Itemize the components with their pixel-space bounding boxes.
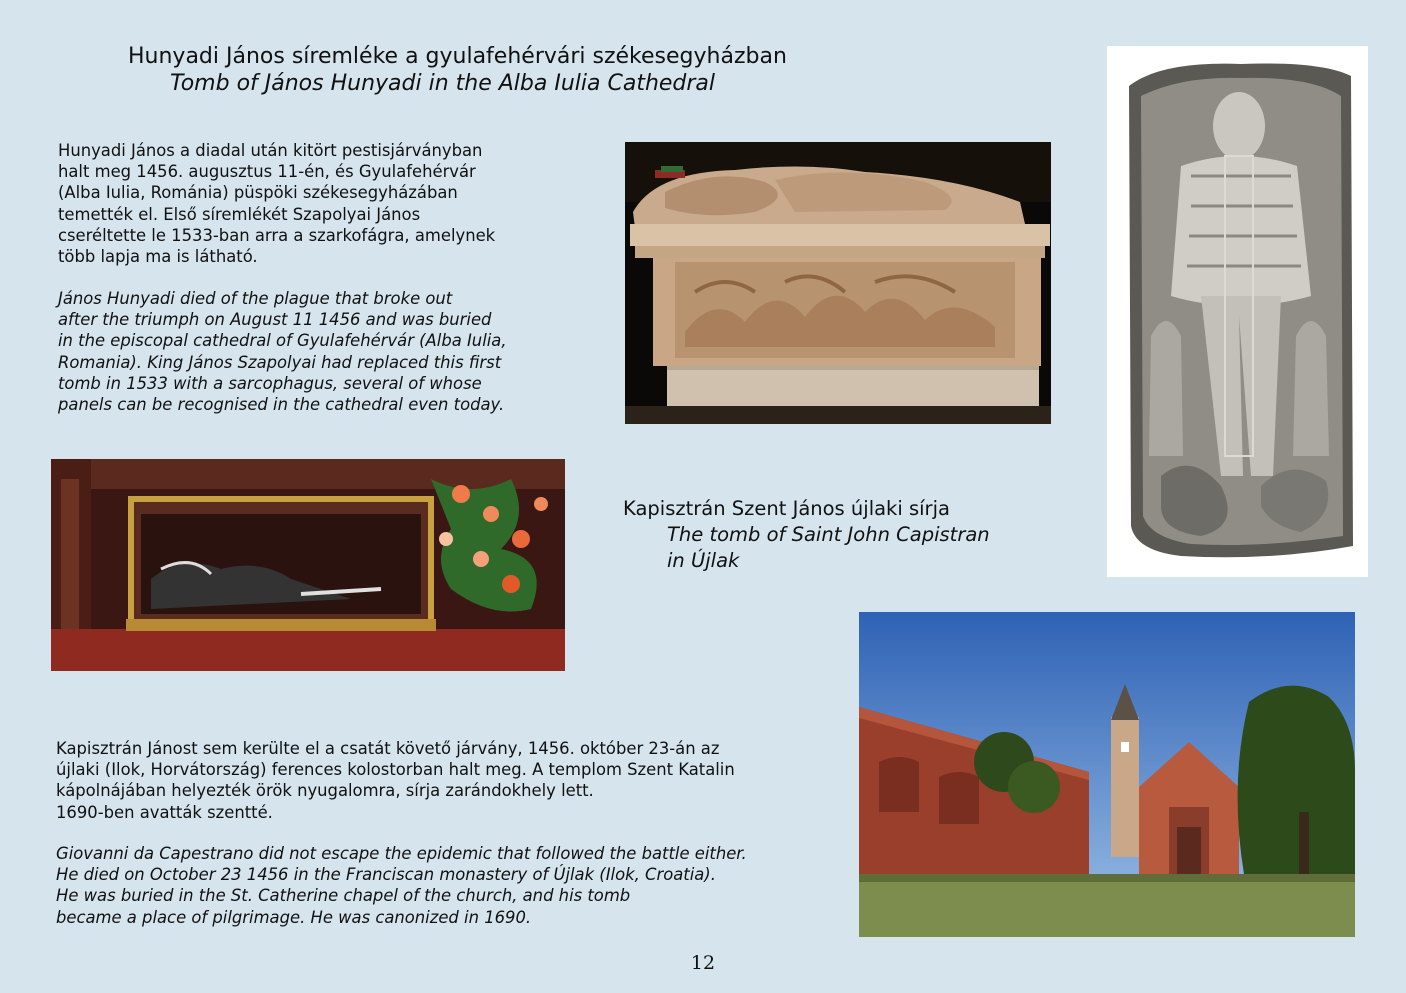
capistran-caption-english-line2: in Újlak	[667, 549, 740, 572]
text-line: temették el. Első síremlékét Szapolyai János	[58, 204, 421, 224]
text-line: cseréltette le 1533-ban arra a szarkofágra, amelynek	[58, 225, 496, 245]
text-line: after the triumph on August 11 1456 and was buried	[58, 310, 492, 330]
capistran-paragraph-hungarian	[56, 738, 735, 823]
hunyadi-paragraph-english	[58, 288, 507, 415]
text-line: Romania). King János Szapolyai had replaced this first	[58, 352, 502, 372]
text-line: több lapja ma is látható.	[58, 247, 258, 267]
relief-photo-frame	[1107, 46, 1368, 577]
text-line: 1690-ben avatták szentté.	[56, 802, 273, 822]
hunyadi-paragraph-hungarian	[58, 140, 495, 267]
text-line: János Hunyadi died of the plague that broke out	[58, 289, 453, 308]
capistran-caption-hungarian: Kapisztrán Szent János újlaki sírja	[623, 497, 950, 520]
page-number: 12	[690, 952, 716, 974]
text-line: (Alba Iulia, Románia) püspöki székesegyházában	[58, 183, 458, 203]
sarcophagus-photo	[625, 142, 1051, 424]
capistran-paragraph-english	[56, 843, 747, 928]
knight-relief-photo	[1121, 56, 1357, 566]
text-line: kápolnájában helyezték örök nyugalomra, sírja zarándokhely lett.	[56, 781, 594, 801]
text-line: became a place of pilgrimage. He was canonized in 1690.	[56, 907, 532, 927]
text-line: tomb in 1533 with a sarcophagus, several of whose	[58, 373, 482, 393]
text-line: Hunyadi János a diadal után kitört pestisjárványban	[58, 141, 483, 160]
text-line: Giovanni da Capestrano did not escape the epidemic that followed the battle either.	[56, 844, 747, 863]
text-line: újlaki (Ilok, Horvátország) ferences kolostorban halt meg. A templom Szent Katalin	[56, 760, 735, 780]
ilok-church-photo	[859, 612, 1355, 937]
text-line: halt meg 1456. augusztus 11-én, és Gyulafehérvár	[58, 162, 476, 182]
heading-hungarian: Hunyadi János síremléke a gyulafehérvári székesegyházban	[128, 44, 787, 69]
capistran-tomb-photo	[51, 459, 565, 671]
text-line: He died on October 23 1456 in the Franciscan monastery of Újlak (Ilok, Croatia).	[56, 865, 716, 885]
text-line: Kapisztrán Jánost sem kerülte el a csatát követő járvány, 1456. október 23-án az	[56, 739, 720, 758]
text-line: He was buried in the St. Catherine chapel of the church, and his tomb	[56, 886, 631, 906]
text-line: in the episcopal cathedral of Gyulafehérvár (Alba Iulia,	[58, 331, 507, 351]
capistran-caption-english-line1: The tomb of Saint John Capistran	[667, 523, 990, 546]
text-line: panels can be recognised in the cathedral even today.	[58, 395, 505, 415]
heading-english: Tomb of János Hunyadi in the Alba Iulia Cathedral	[170, 71, 716, 96]
